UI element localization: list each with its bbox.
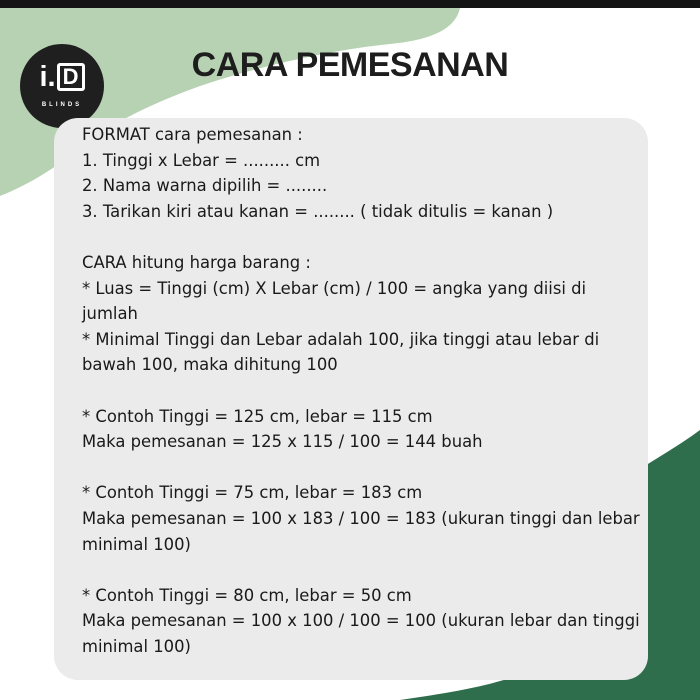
page-title: CARA PEMESANAN xyxy=(191,46,509,84)
example-result: Maka pemesanan = 100 x 183 / 100 = 183 (ukuran tinggi dan lebar minimal 100) xyxy=(82,508,640,554)
format-item: 2. Nama warna dipilih = ........ xyxy=(82,176,328,196)
logo-mark xyxy=(20,62,104,92)
format-item: 3. Tarikan kiri atau kanan = ........ ( tidak ditulis = kanan ) xyxy=(82,201,554,221)
logo-box-letter: D xyxy=(57,63,85,91)
logo-main-text: i. xyxy=(39,61,56,93)
example-input: * Contoh Tinggi = 75 cm, lebar = 183 cm xyxy=(82,483,423,503)
top-bar xyxy=(0,0,700,8)
calc-heading: CARA hitung harga barang : xyxy=(82,252,311,272)
spacer xyxy=(82,224,642,250)
logo-subtitle: BLINDS xyxy=(41,102,83,108)
calc-rule: * Minimal Tinggi dan Lebar adalah 100, jika tinggi atau lebar di bawah 100, maka dihitung 100 xyxy=(82,329,600,375)
format-heading: FORMAT cara pemesanan : xyxy=(82,125,303,144)
example-input: * Contoh Tinggi = 80 cm, lebar = 50 cm xyxy=(82,585,412,605)
instructions-content xyxy=(82,122,642,659)
example-result: Maka pemesanan = 125 x 115 / 100 = 144 buah xyxy=(82,432,483,452)
spacer xyxy=(82,557,642,583)
brand-logo xyxy=(20,44,104,128)
format-item: 1. Tinggi x Lebar = ......... cm xyxy=(82,150,321,170)
spacer xyxy=(82,455,642,481)
spacer xyxy=(82,378,642,404)
example-result: Maka pemesanan = 100 x 100 / 100 = 100 (ukuran lebar dan tinggi minimal 100) xyxy=(82,611,640,656)
calc-rule: * Luas = Tinggi (cm) X Lebar (cm) / 100 = angka yang diisi di jumlah xyxy=(82,278,587,324)
example-input: * Contoh Tinggi = 125 cm, lebar = 115 cm xyxy=(82,406,433,426)
